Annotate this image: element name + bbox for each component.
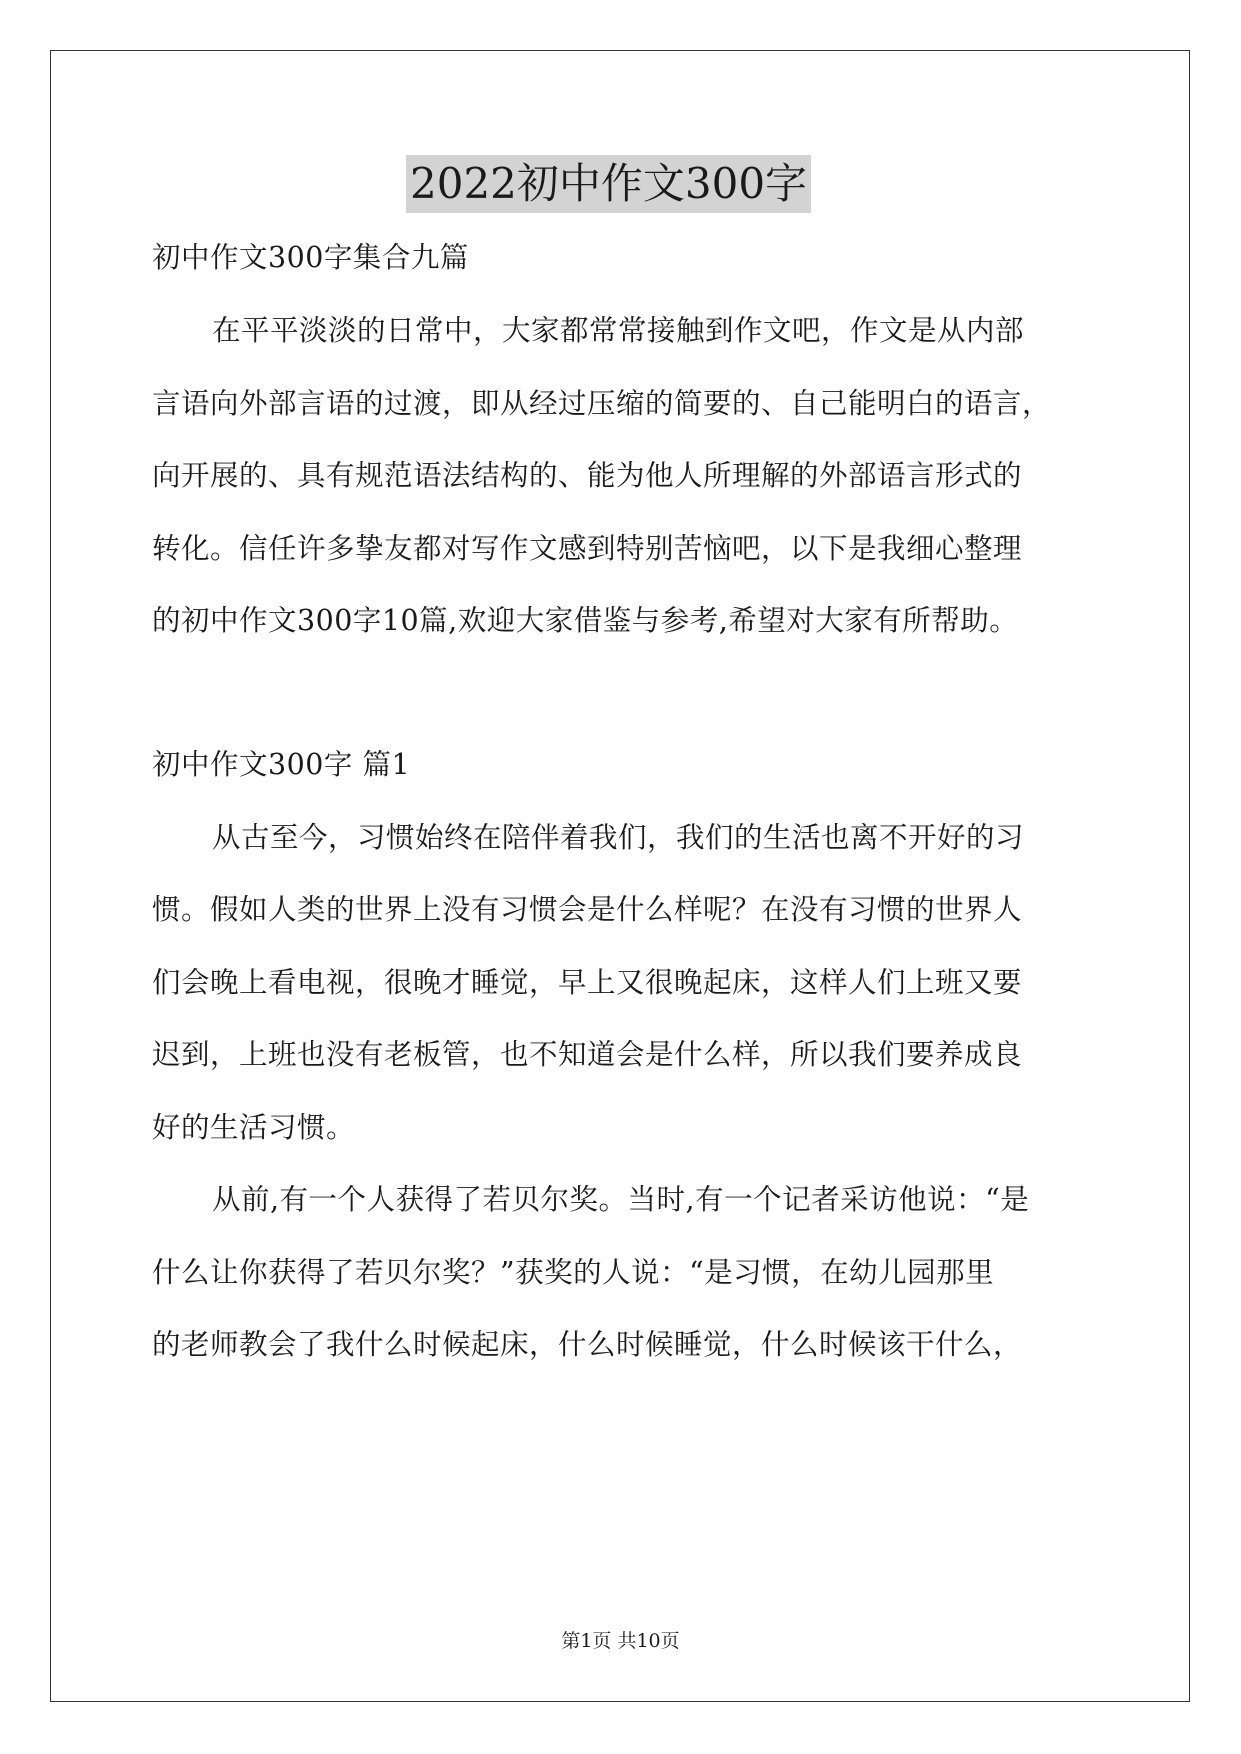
paragraph-line: 迟到，上班也没有老板管，也不知道会是什么样，所以我们要养成良 [152, 1038, 1023, 1071]
section-heading: 初中作文300字 篇1 [152, 748, 411, 781]
paragraph-line: 向开展的、具有规范语法结构的、能为他人所理解的外部语言形式的 [152, 459, 1023, 492]
paragraph-line: 什么让你获得了若贝尔奖？”获奖的人说：“是习惯，在幼儿园那里 [152, 1256, 995, 1289]
paragraph-line: 惯。假如人类的世界上没有习惯会是什么样呢？在没有习惯的世界人 [152, 893, 1023, 926]
document-title: 2022初中作文300字 [406, 155, 811, 213]
page-number-footer: 第1页 共10页 [561, 1630, 680, 1652]
paragraph-line: 言语向外部言语的过渡，即从经过压缩的简要的、自己能明白的语言， [152, 387, 1052, 420]
paragraph-line: 从古至今，习惯始终在陪伴着我们，我们的生活也离不开好的习 [212, 821, 1025, 854]
paragraph-line: 好的生活习惯。 [152, 1111, 356, 1144]
paragraph-line: 的初中作文300字10篇,欢迎大家借鉴与参考,希望对大家有所帮助。 [152, 604, 1019, 637]
paragraph-line: 的老师教会了我什么时候起床，什么时候睡觉，什么时候该干什么， [152, 1328, 1023, 1361]
paragraph-line: 从前,有一个人获得了若贝尔奖。当时,有一个记者采访他说：“是 [212, 1183, 1030, 1216]
page-border [50, 50, 1190, 1702]
paragraph-line: 们会晚上看电视，很晚才睡觉，早上又很晚起床，这样人们上班又要 [152, 966, 1023, 999]
document-subtitle: 初中作文300字集合九篇 [152, 241, 469, 274]
paragraph-line: 转化。信任许多挚友都对写作文感到特别苦恼吧，以下是我细心整理 [152, 532, 1023, 565]
paragraph-line: 在平平淡淡的日常中，大家都常常接触到作文吧，作文是从内部 [212, 314, 1025, 347]
